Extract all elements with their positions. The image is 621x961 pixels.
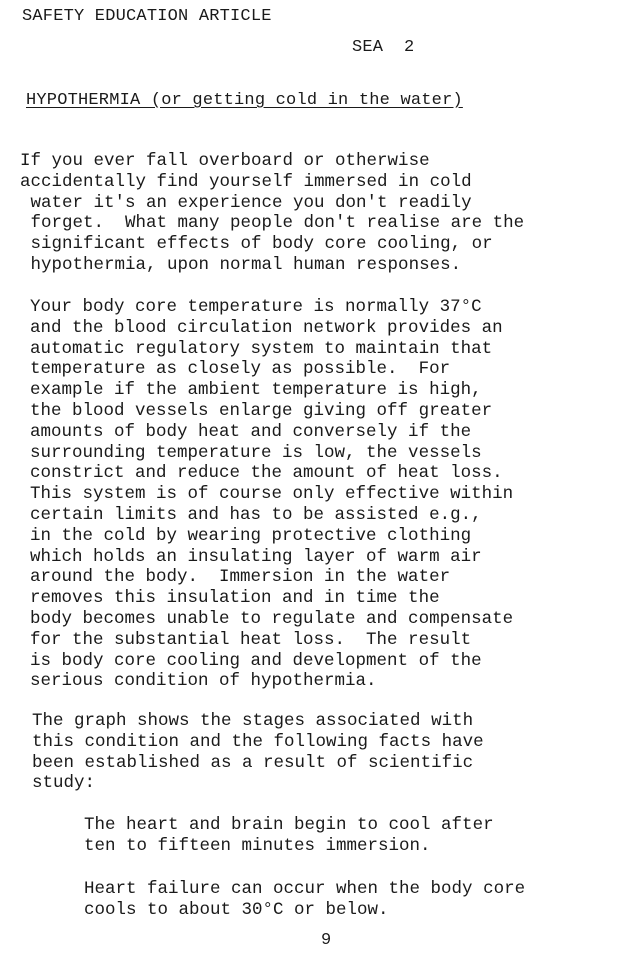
article-code: SEA 2 [352, 38, 415, 57]
page-number: 9 [321, 931, 332, 950]
paragraph-intro: If you ever fall overboard or otherwise accidentally find yourself immersed in cold water it's an experience you don't readily forget. What many people don't realise are the significant effects of body core cooling, or hypothermia, upon normal human responses. [20, 151, 525, 275]
fact-heart-failure: Heart failure can occur when the body core cools to about 30°C or below. [84, 879, 526, 920]
paragraph-graph-intro: The graph shows the stages associated with this condition and the following facts have been established as a result of scientific study: [32, 711, 484, 794]
fact-heart-brain-cooling: The heart and brain begin to cool after ten to fifteen minutes immersion. [84, 815, 494, 856]
paragraph-body-temperature: Your body core temperature is normally 37°C and the blood circulation network provides an automatic regulatory system to maintain that temperature as closely as possible. For example if the ambient temperature is high, the blood vessels enlarge giving off greater amounts of body heat and conversely if the surrounding temperature is low, the vessels constrict and reduce the amount of heat loss. This system is of course only effective within certain limits and has to be assisted e.g., in the cold by wearing protective clothing which holds an insulating layer of warm air around the body. Immersion in the water removes this insulation and in time the body becomes unable to regulate and compensate for the substantial heat loss. The result is body core cooling and development of the serious condition of hypothermia. [30, 297, 514, 692]
article-title: HYPOTHERMIA (or getting cold in the water) [26, 91, 463, 110]
article-series-label: SAFETY EDUCATION ARTICLE [22, 7, 272, 26]
